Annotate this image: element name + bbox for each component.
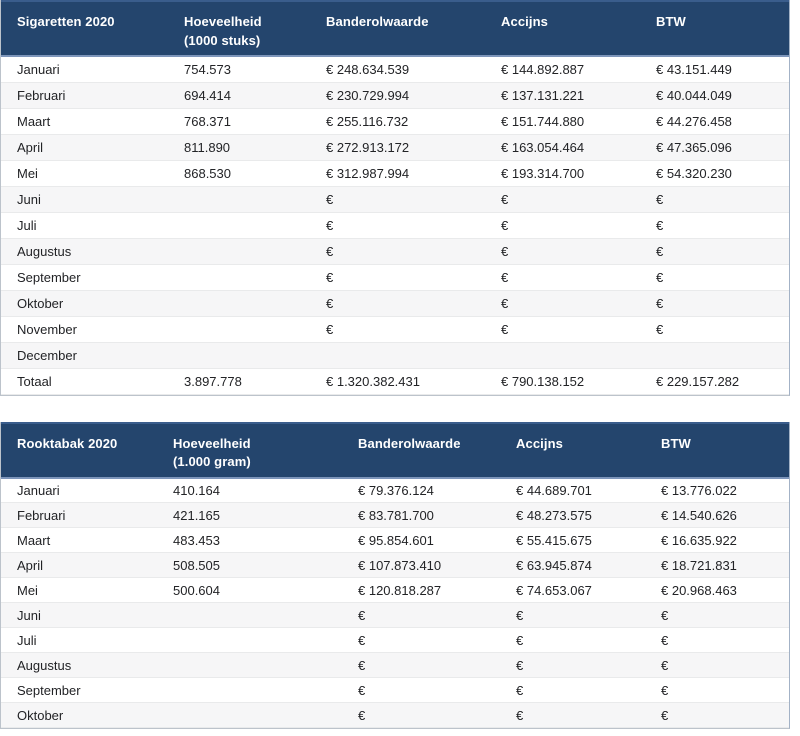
table-row	[1, 553, 789, 578]
column-header-label: Hoeveelheid	[184, 14, 262, 29]
hoeveelheid-cell	[157, 628, 342, 653]
accijns-cell: € 163.054.464	[485, 134, 640, 160]
btw-cell: €	[640, 186, 789, 212]
banderolwaarde-cell: €	[310, 264, 485, 290]
accijns-cell: €	[485, 290, 640, 316]
hoeveelheid-cell	[168, 342, 310, 368]
column-header-label: Hoeveelheid	[173, 435, 251, 451]
banderolwaarde-cell: € 79.376.124	[342, 478, 500, 503]
table-row	[1, 82, 789, 108]
btw-cell: € 229.157.282	[640, 368, 789, 394]
banderolwaarde-cell: €	[310, 238, 485, 264]
banderolwaarde-cell: € 230.729.994	[310, 82, 485, 108]
btw-cell: € 54.320.230	[640, 160, 789, 186]
banderolwaarde-cell: €	[310, 186, 485, 212]
month-cell: September	[1, 264, 168, 290]
accijns-cell: €	[485, 212, 640, 238]
btw-cell: €	[640, 316, 789, 342]
accijns-cell: € 48.273.575	[500, 503, 645, 528]
hoeveelheid-cell: 410.164	[157, 478, 342, 503]
banderolwaarde-cell: € 95.854.601	[342, 528, 500, 553]
month-cell: Juli	[1, 628, 157, 653]
banderolwaarde-cell: € 107.873.410	[342, 553, 500, 578]
month-cell: Mei	[1, 160, 168, 186]
hoeveelheid-cell	[168, 290, 310, 316]
table-row	[1, 703, 789, 728]
banderolwaarde-cell: €	[342, 603, 500, 628]
accijns-cell: € 151.744.880	[485, 108, 640, 134]
table-row	[1, 368, 789, 394]
month-cell: September	[1, 678, 157, 703]
table-body	[1, 478, 789, 728]
banderolwaarde-cell	[310, 342, 485, 368]
hoeveelheid-cell: 768.371	[168, 108, 310, 134]
hoeveelheid-cell: 868.530	[168, 160, 310, 186]
month-cell: Augustus	[1, 238, 168, 264]
banderolwaarde-cell: € 1.320.382.431	[310, 368, 485, 394]
column-header-btw: BTW	[645, 423, 789, 478]
table-header	[1, 1, 789, 56]
table-row	[1, 134, 789, 160]
banderolwaarde-cell: €	[342, 628, 500, 653]
accijns-cell	[485, 342, 640, 368]
month-cell: Februari	[1, 82, 168, 108]
hoeveelheid-cell: 508.505	[157, 553, 342, 578]
btw-cell: €	[645, 603, 789, 628]
table-row	[1, 238, 789, 264]
month-cell: Juni	[1, 186, 168, 212]
table-title: Rooktabak 2020	[1, 423, 157, 478]
hoeveelheid-cell: 754.573	[168, 56, 310, 82]
column-header-unit: (1.000 gram)	[173, 454, 251, 470]
accijns-cell: €	[500, 603, 645, 628]
accijns-cell: € 137.131.221	[485, 82, 640, 108]
table-row	[1, 160, 789, 186]
banderolwaarde-cell: €	[342, 678, 500, 703]
accijns-cell: € 193.314.700	[485, 160, 640, 186]
hoeveelheid-cell	[157, 653, 342, 678]
column-header-unit: (1000 stuks)	[184, 32, 261, 48]
table-row	[1, 108, 789, 134]
month-cell: Maart	[1, 528, 157, 553]
table-row	[1, 316, 789, 342]
banderolwaarde-cell: €	[342, 703, 500, 728]
month-cell: Oktober	[1, 703, 157, 728]
table-row	[1, 578, 789, 603]
hoeveelheid-cell: 3.897.778	[168, 368, 310, 394]
banderolwaarde-cell: € 83.781.700	[342, 503, 500, 528]
month-cell: November	[1, 316, 168, 342]
accijns-cell: €	[500, 703, 645, 728]
accijns-cell: €	[485, 264, 640, 290]
month-cell: Mei	[1, 578, 157, 603]
table-row	[1, 186, 789, 212]
month-cell: Januari	[1, 478, 157, 503]
banderolwaarde-cell: € 255.116.732	[310, 108, 485, 134]
table-row	[1, 528, 789, 553]
hoeveelheid-cell: 811.890	[168, 134, 310, 160]
hoeveelheid-cell	[168, 186, 310, 212]
btw-cell: €	[640, 238, 789, 264]
btw-cell: € 40.044.049	[640, 82, 789, 108]
month-cell: Augustus	[1, 653, 157, 678]
banderolwaarde-cell: €	[310, 212, 485, 238]
banderolwaarde-cell: € 248.634.539	[310, 56, 485, 82]
month-cell: Februari	[1, 503, 157, 528]
accijns-cell: €	[485, 316, 640, 342]
banderolwaarde-cell: €	[342, 653, 500, 678]
btw-cell: € 20.968.463	[645, 578, 789, 603]
accijns-cell: €	[485, 238, 640, 264]
btw-cell: €	[645, 628, 789, 653]
hoeveelheid-cell	[157, 603, 342, 628]
hoeveelheid-cell: 421.165	[157, 503, 342, 528]
month-cell: Maart	[1, 108, 168, 134]
column-header-banderolwaarde: Banderolwaarde	[310, 1, 485, 56]
month-cell: April	[1, 553, 157, 578]
header-row	[1, 1, 789, 56]
hoeveelheid-cell	[168, 238, 310, 264]
month-cell: April	[1, 134, 168, 160]
accijns-cell: € 55.415.675	[500, 528, 645, 553]
table-row	[1, 212, 789, 238]
btw-cell: € 47.365.096	[640, 134, 789, 160]
column-header-hoeveelheid	[157, 423, 342, 478]
table-row	[1, 290, 789, 316]
table-title: Sigaretten 2020	[1, 1, 168, 56]
month-cell: Juni	[1, 603, 157, 628]
column-header-accijns: Accijns	[500, 423, 645, 478]
btw-cell: € 13.776.022	[645, 478, 789, 503]
accijns-cell: € 63.945.874	[500, 553, 645, 578]
table-row	[1, 628, 789, 653]
accijns-cell: € 44.689.701	[500, 478, 645, 503]
table-body	[1, 56, 789, 394]
hoeveelheid-cell	[168, 264, 310, 290]
accijns-cell: € 74.653.067	[500, 578, 645, 603]
accijns-cell: €	[500, 628, 645, 653]
accijns-cell: € 790.138.152	[485, 368, 640, 394]
btw-cell: € 16.635.922	[645, 528, 789, 553]
banderolwaarde-cell: € 272.913.172	[310, 134, 485, 160]
accijns-cell: € 144.892.887	[485, 56, 640, 82]
table-row	[1, 264, 789, 290]
table-header	[1, 423, 789, 478]
table-row	[1, 478, 789, 503]
table-row	[1, 56, 789, 82]
column-header-accijns: Accijns	[485, 1, 640, 56]
btw-cell: €	[640, 264, 789, 290]
header-row	[1, 423, 789, 478]
btw-cell: € 14.540.626	[645, 503, 789, 528]
banderolwaarde-cell: €	[310, 316, 485, 342]
banderolwaarde-cell: € 120.818.287	[342, 578, 500, 603]
column-header-hoeveelheid	[168, 1, 310, 56]
accijns-cell: €	[500, 678, 645, 703]
hoeveelheid-cell	[168, 212, 310, 238]
hoeveelheid-cell	[157, 678, 342, 703]
month-cell: Oktober	[1, 290, 168, 316]
btw-cell: €	[640, 290, 789, 316]
accijns-cell: €	[485, 186, 640, 212]
month-cell: December	[1, 342, 168, 368]
table-row	[1, 678, 789, 703]
sigaretten-data-grid	[1, 0, 789, 395]
btw-cell: € 18.721.831	[645, 553, 789, 578]
hoeveelheid-cell	[168, 316, 310, 342]
btw-cell: €	[645, 678, 789, 703]
btw-cell	[640, 342, 789, 368]
column-header-btw: BTW	[640, 1, 789, 56]
table-row	[1, 503, 789, 528]
btw-cell: €	[645, 703, 789, 728]
btw-cell: € 44.276.458	[640, 108, 789, 134]
hoeveelheid-cell	[157, 703, 342, 728]
rooktabak-data-grid	[1, 422, 789, 729]
btw-cell: € 43.151.449	[640, 56, 789, 82]
hoeveelheid-cell: 694.414	[168, 82, 310, 108]
month-cell: Totaal	[1, 368, 168, 394]
rooktabak-table	[0, 422, 790, 730]
table-row	[1, 342, 789, 368]
accijns-cell: €	[500, 653, 645, 678]
table-row	[1, 603, 789, 628]
table-row	[1, 653, 789, 678]
month-cell: Juli	[1, 212, 168, 238]
hoeveelheid-cell: 483.453	[157, 528, 342, 553]
month-cell: Januari	[1, 56, 168, 82]
btw-cell: €	[645, 653, 789, 678]
banderolwaarde-cell: €	[310, 290, 485, 316]
column-header-banderolwaarde: Banderolwaarde	[342, 423, 500, 478]
banderolwaarde-cell: € 312.987.994	[310, 160, 485, 186]
btw-cell: €	[640, 212, 789, 238]
hoeveelheid-cell: 500.604	[157, 578, 342, 603]
